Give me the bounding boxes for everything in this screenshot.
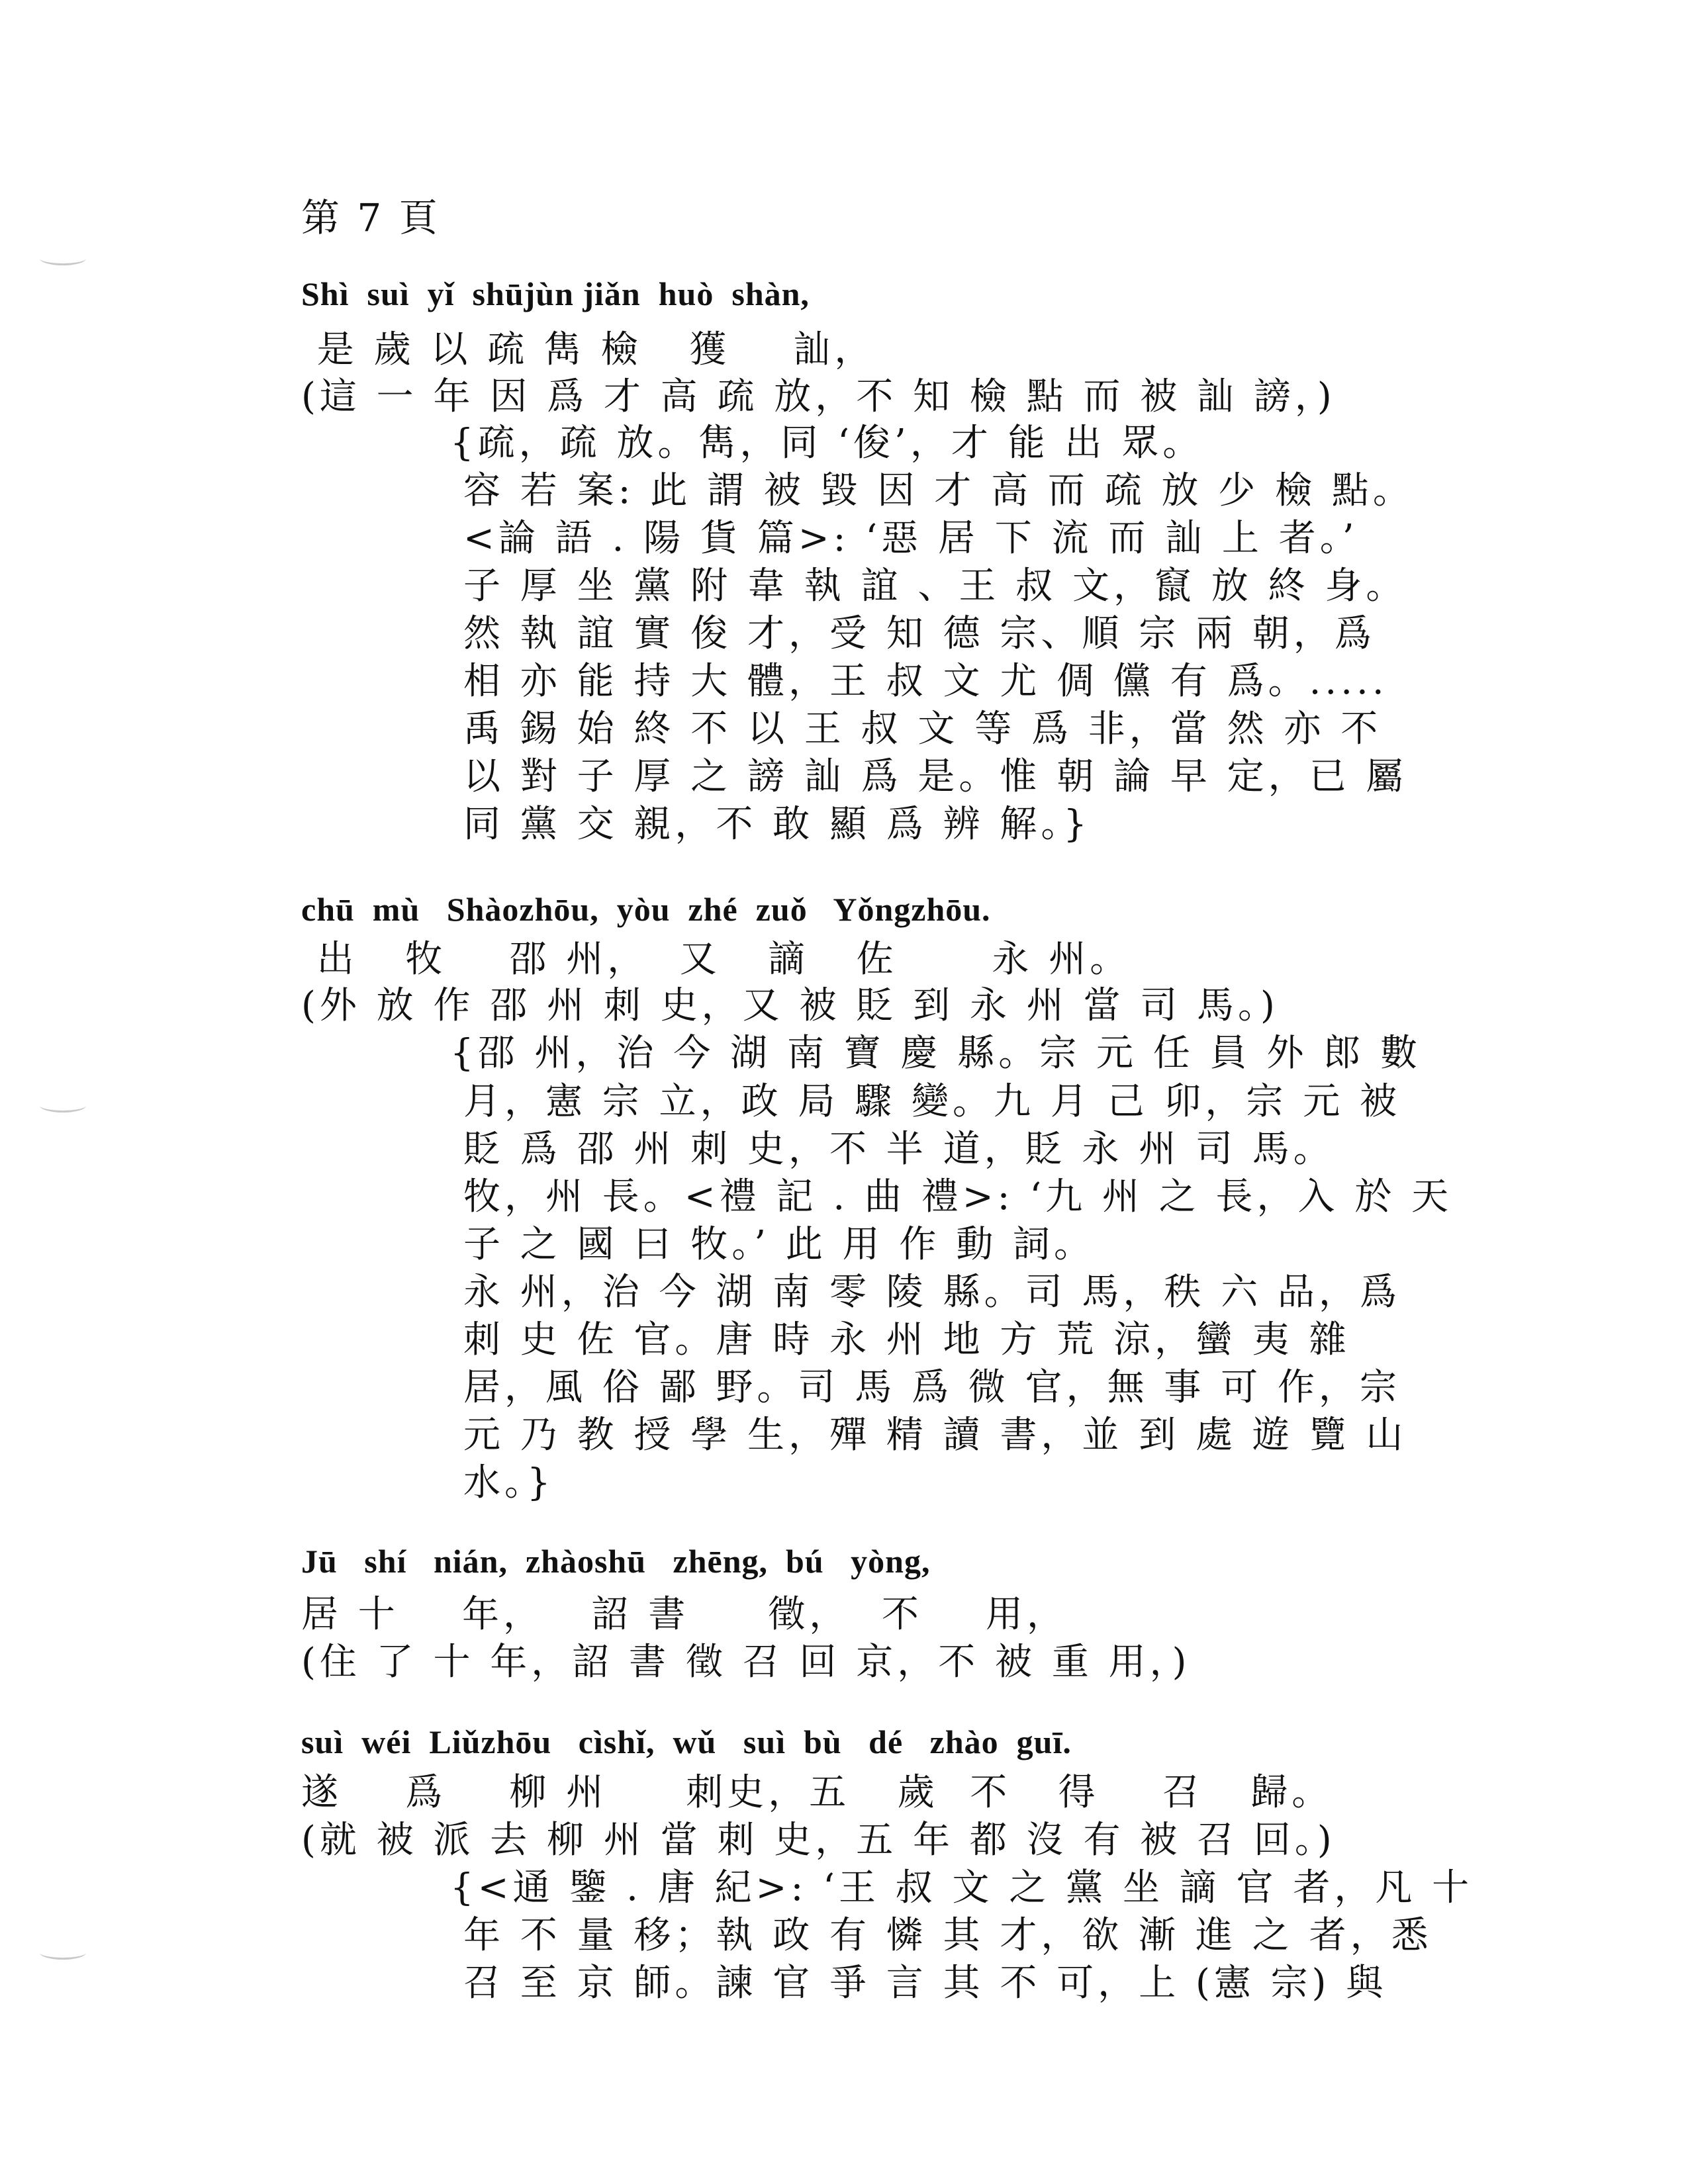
note-line: 召 至 京 師。諫 官 爭 言 其 不 可，上 (憲 宗) 與 xyxy=(463,1962,1387,2005)
note-line: 子 厚 坐 黨 附 韋 執 誼 、王 叔 文，竄 放 終 身。 xyxy=(463,565,1407,608)
note-line: 貶 爲 邵 州 刺 史，不 半 道，貶 永 州 司 馬。 xyxy=(463,1128,1335,1171)
note-line: 永 州，治 今 湖 南 零 陵 縣。司 馬，秩 六 品，爲 xyxy=(463,1271,1401,1314)
note-line: {邵 州，治 今 湖 南 寶 慶 縣。宗 元 任 員 外 郎 數 xyxy=(450,1032,1422,1075)
note-line: 月，憲 宗 立，政 局 驟 變。九 月 己 卯，宗 元 被 xyxy=(463,1080,1401,1123)
note-line: 同 黨 交 親，不 敢 顯 爲 辨 解。} xyxy=(463,803,1092,846)
translation-line: (就 被 派 去 柳 州 當 刺 史，五 年 都 沒 有 被 召 回。) xyxy=(301,1819,1336,1862)
pinyin-line: suì wéi Liǔzhōu cìshǐ, wǔ suì bù dé zhào guī. xyxy=(301,1723,1072,1760)
note-line: 年 不 量 移；執 政 有 憐 其 才，欲 漸 進 之 者，悉 xyxy=(463,1914,1432,1957)
note-line: 以 對 子 厚 之 謗 訕 爲 是。惟 朝 論 早 定，已 屬 xyxy=(463,755,1407,798)
note-line: {疏，疏 放。雋，同 ‘俊’，才 能 出 眾。 xyxy=(450,422,1204,465)
hanzi-line: 居 十 年， 詔 書 徵， 不 用， xyxy=(301,1593,1068,1636)
note-line: {<通 鑒 . 唐 紀>: ‘王 叔 文 之 黨 坐 謫 官 者，凡 十 xyxy=(450,1866,1474,1909)
hanzi-line: 遂 爲 柳 州 刺史，五 歲 不 得 召 歸。 xyxy=(301,1771,1333,1814)
note-line: 元 乃 教 授 學 生，殫 精 讀 書，並 到 處 遊 覽 山 xyxy=(463,1414,1407,1457)
pinyin-line: chū mù Shàozhōu, yòu zhé zuǒ Yǒngzhōu. xyxy=(301,891,991,928)
note-line: 禹 錫 始 終 不 以 王 叔 文 等 爲 非，當 然 亦 不 xyxy=(463,707,1382,751)
translation-line: (住 了 十 年，詔 書 徵 召 回 京，不 被 重 用，) xyxy=(301,1641,1191,1684)
margin-mark xyxy=(40,251,86,265)
note-line: 然 執 誼 實 俊 才，受 知 德 宗、順 宗 兩 朝，爲 xyxy=(463,612,1376,655)
note-line: 刺 史 佐 官。唐 時 永 州 地 方 荒 涼，蠻 夷 雜 xyxy=(463,1318,1350,1361)
note-line: 牧，州 長。<禮 記 . 曲 禮>: ‘九 州 之 長，入 於 天 xyxy=(463,1175,1453,1218)
margin-mark xyxy=(40,1099,86,1113)
margin-mark xyxy=(40,1946,86,1960)
note-line: <論 語 . 陽 貨 篇>: ‘惡 居 下 流 而 訕 上 者。’ xyxy=(463,517,1358,560)
page-header: 第 7 頁 xyxy=(301,195,440,240)
note-line: 水。} xyxy=(463,1461,555,1504)
pinyin-line: Shì suì yǐ shūjùn jiǎn huò shàn, xyxy=(301,275,810,312)
hanzi-line: 出 牧 邵 州， 又 謫 佐 永 州。 xyxy=(301,938,1131,981)
note-line: 容 若 案: 此 謂 被 毀 因 才 高 而 疏 放 少 檢 點。 xyxy=(463,469,1414,512)
note-line: 子 之 國 曰 牧。’ 此 用 作 動 詞。 xyxy=(463,1223,1096,1266)
translation-line: (這 一 年 因 爲 才 高 疏 放，不 知 檢 點 而 被 訕 謗，) xyxy=(301,375,1336,418)
note-line: 相 亦 能 持 大 體，王 叔 文 尤 倜 儻 有 爲。..... xyxy=(463,660,1388,703)
note-line: 居，風 俗 鄙 野。司 馬 爲 微 官，無 事 可 作，宗 xyxy=(463,1366,1401,1409)
translation-line: (外 放 作 邵 州 刺 史，又 被 貶 到 永 州 當 司 馬。) xyxy=(301,984,1279,1027)
hanzi-line: 是 歲 以 疏 雋 檢 獲 訕， xyxy=(301,328,876,371)
pinyin-line: Jū shí nián, zhàoshū zhēng, bú yòng, xyxy=(301,1543,931,1580)
